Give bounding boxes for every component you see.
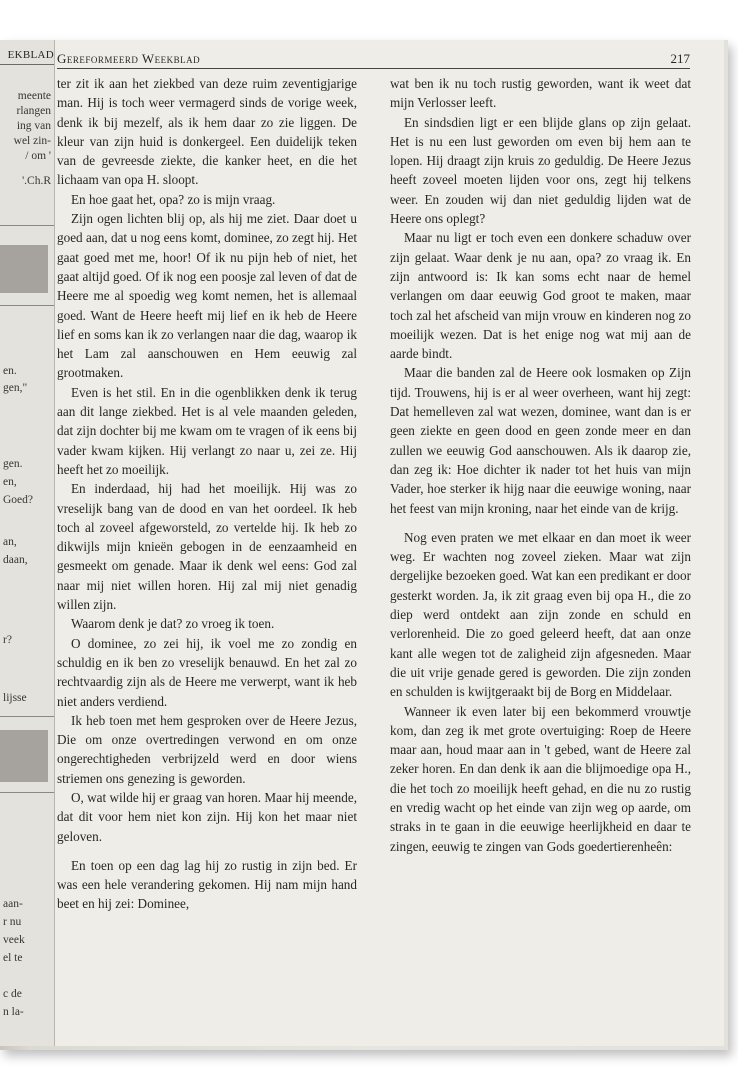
previous-page-rule [0, 716, 54, 717]
prev-page-fragment: gen. [3, 458, 23, 470]
prev-page-fragment: wel zin- [13, 135, 51, 147]
paragraph: wat ben ik nu toch rustig geworden, want ik weet dat mijn Verlosser leeft. [390, 76, 691, 111]
prev-page-fragment: gen," [3, 382, 28, 394]
prev-page-fragment: en. [3, 365, 17, 377]
paragraph: Wanneer ik even later bij een bekommerd vrouwtje kom, dan zeg ik met grote overtuiging: Roep de Heere maar aan, houd maar aan in 't gebed, want de Heere zal zeker horen. En dan denk ik aan die blijmoedige opa H., die het toch zo moeilijk heeft gehad, en die nu zo rustig en vredig wacht op het einde van zijn weg op aarde, om straks in te gaan in die eeuwige heerlijkheid en daar te zingen, eeuwig te zingen van Gods goedertierenheên: [390, 703, 691, 854]
prev-page-fragment: Goed? [3, 494, 34, 506]
previous-page-rule [0, 225, 54, 226]
prev-page-fragment: ing van [16, 120, 51, 132]
prev-page-fragment: daan, [3, 554, 28, 566]
previous-page-rule [0, 792, 54, 793]
prev-page-fragment: n la- [3, 1006, 24, 1018]
paragraph: O dominee, zo zei hij, ik voel me zo zondig en schuldig en ik ben zo vreselijk benauwd. En het zal zo rechtvaardig zijn als de Heere me verwerpt, want ik heb niet anders verdiend. [57, 635, 357, 709]
paragraph: Zijn ogen lichten blij op, als hij me ziet. Daar doet u goed aan, dat u nog eens komt, dominee, zo zegt hij. Het gaat goed met me, hoor! Of ik nu pijn heb of niet, het gaat altijd goed. Of ik nog een poosje zal leven of dat de Heere me al spoedig weg komt nemen, het is allemaal goed. Want de Heere heeft mij lief en ik heb de Heere lief en soms kan ik zo verlangen naar die dag, waarop ik het Lam zal aanschouwen en Hem eeuwig zal grootmaken. [57, 211, 357, 381]
paragraph: Ik heb toen met hem gesproken over de Heere Jezus, Die om onze overtredingen verwond en om onze ongerechtigheden verbrijzeld werd en door wiens striemen ons genezing is geworden. [57, 712, 357, 786]
prev-page-fragment: el te [3, 952, 23, 964]
prev-page-fragment: rlangen [16, 105, 51, 117]
prev-page-fragment: r? [3, 634, 12, 646]
running-header [57, 50, 690, 69]
right-column [390, 74, 691, 856]
prev-page-fragment: veek [3, 934, 25, 946]
magazine-page [0, 40, 724, 1046]
previous-page-image [0, 245, 48, 293]
previous-page-rule [0, 305, 54, 306]
paragraph: Nog even praten we met elkaar en dan moet ik weer weg. Er wachten nog zoveel zieken. Maar wat zijn dergelijke bezoeken goed. Wat kan een predikant er door gesterkt worden. Ja, ik zit graag even bij opa H., die zo diep werd ontdekt aan zijn zonde en schuld en verlorenheid. Die zo goed geleerd heeft, dat aan onze kant alle wegen tot de zaligheid zijn afgesneden. Maar die uit vrije genade gered is geworden. Die zijn zonden en schulden is kwijtgeraakt bij de Borg en Middelaar. [390, 529, 691, 700]
page-number: 217 [670, 51, 690, 66]
paragraph: En inderdaad, hij had het moeilijk. Hij was zo vreselijk bang van de dood en van het oordeel. Ik heb toch al zoveel afgeworsteld, zo vertelde hij. Ik heb zo dikwijls mijn knieën gebogen in de eenzaamheid en gesmeekt om genade. Maar ik denk wel eens: God zal naar mij niet willen horen. Hij zal mij niet genadig willen zijn. [57, 481, 357, 613]
paragraph: ter zit ik aan het ziekbed van deze ruim zeventigjarige man. Hij is toch weer vermagerd sinds de vorige week, denk ik bij mezelf, als ik hem daar zo zie liggen. De kleur van zijn huid is donkergeel. Een duidelijk teken van de gevreesde ziekte, die kanker heet, en die het lichaam van opa H. sloopt. [57, 76, 357, 188]
previous-page-header: EKBLAD [0, 46, 54, 65]
previous-page-image [0, 730, 48, 782]
paragraph: Maar nu ligt er toch even een donkere schaduw over zijn gelaat. Waar denk je nu aan, opa? zo vraag ik. En zijn antwoord is: Ik kan soms echt naar de hemel verlangen om daar eeuwig God groot te maken, maar toch zal het afscheid van mijn vrouw en kinderen nog zo moeilijk wezen. Dat is het enige nog wat mij aan de aarde bindt. [390, 230, 691, 362]
prev-page-fragment: lijsse [3, 692, 27, 704]
prev-page-fragment: c de [3, 988, 22, 1000]
prev-page-fragment: meente [17, 90, 51, 102]
prev-page-fragment: an, [3, 536, 17, 548]
publication-title: Gereformeerd Weekblad [57, 51, 201, 66]
left-column [57, 74, 357, 914]
paragraph: En hoe gaat het, opa? zo is mijn vraag. [71, 191, 276, 207]
previous-page-edge [0, 40, 55, 1046]
paragraph: En sindsdien ligt er een blijde glans op zijn gelaat. Het is nu een lust geworden om even bij hem aan te lopen. Hij draagt zijn kruis zo geduldig. De Heere Jezus heeft zoveel moeten lijden voor ons, zegt hij telkens weer. En zouden wij dan niet geduldig lijden wat de Heere ons oplegt? [390, 114, 691, 227]
paragraph: En toen op een dag lag hij zo rustig in zijn bed. Er was een hele verandering gekomen. Hij nam mijn hand beet en hij zei: Dominee, [57, 857, 357, 912]
prev-page-fragment: / om ' [25, 150, 51, 162]
paragraph: Maar die banden zal de Heere ook losmaken op Zijn tijd. Trouwens, hij is er al weer overheen, want hij zegt: Dat hemelleven zal wat wezen, dominee, want dan is er geen ziekte en geen dood en geen zonde meer en dan zullen we eeuwig God aanschouwen. Als ik daarop zie, dan zeg ik: Hoe dichter ik nader tot het huis van mijn Vader, hoe sterker ik hijg naar die eeuwige woning, naar het feest van mijn kroning, naar het einde van de krijg. [390, 365, 691, 516]
paragraph: O, wat wilde hij er graag van horen. Maar hij meende, dat dit voor hem niet kon zijn. Hij kon het maar niet geloven. [57, 789, 357, 844]
prev-page-fragment: r nu [3, 916, 22, 928]
paragraph: Waarom denk je dat? zo vroeg ik toen. [71, 616, 275, 632]
prev-page-fragment: en, [3, 476, 17, 488]
paragraph: Even is het stil. En in die ogenblikken denk ik terug aan dit lange ziekbed. Het is al vele maanden geleden, dat zijn dochter bij me kwam om te vragen of ik eens bij vader kwam kijken. Hij verlangt zo naar u, zei ze. Hij heeft het zo moeilijk. [57, 384, 357, 477]
prev-page-fragment: '.Ch.R [22, 175, 51, 187]
prev-page-fragment: aan- [3, 898, 23, 910]
